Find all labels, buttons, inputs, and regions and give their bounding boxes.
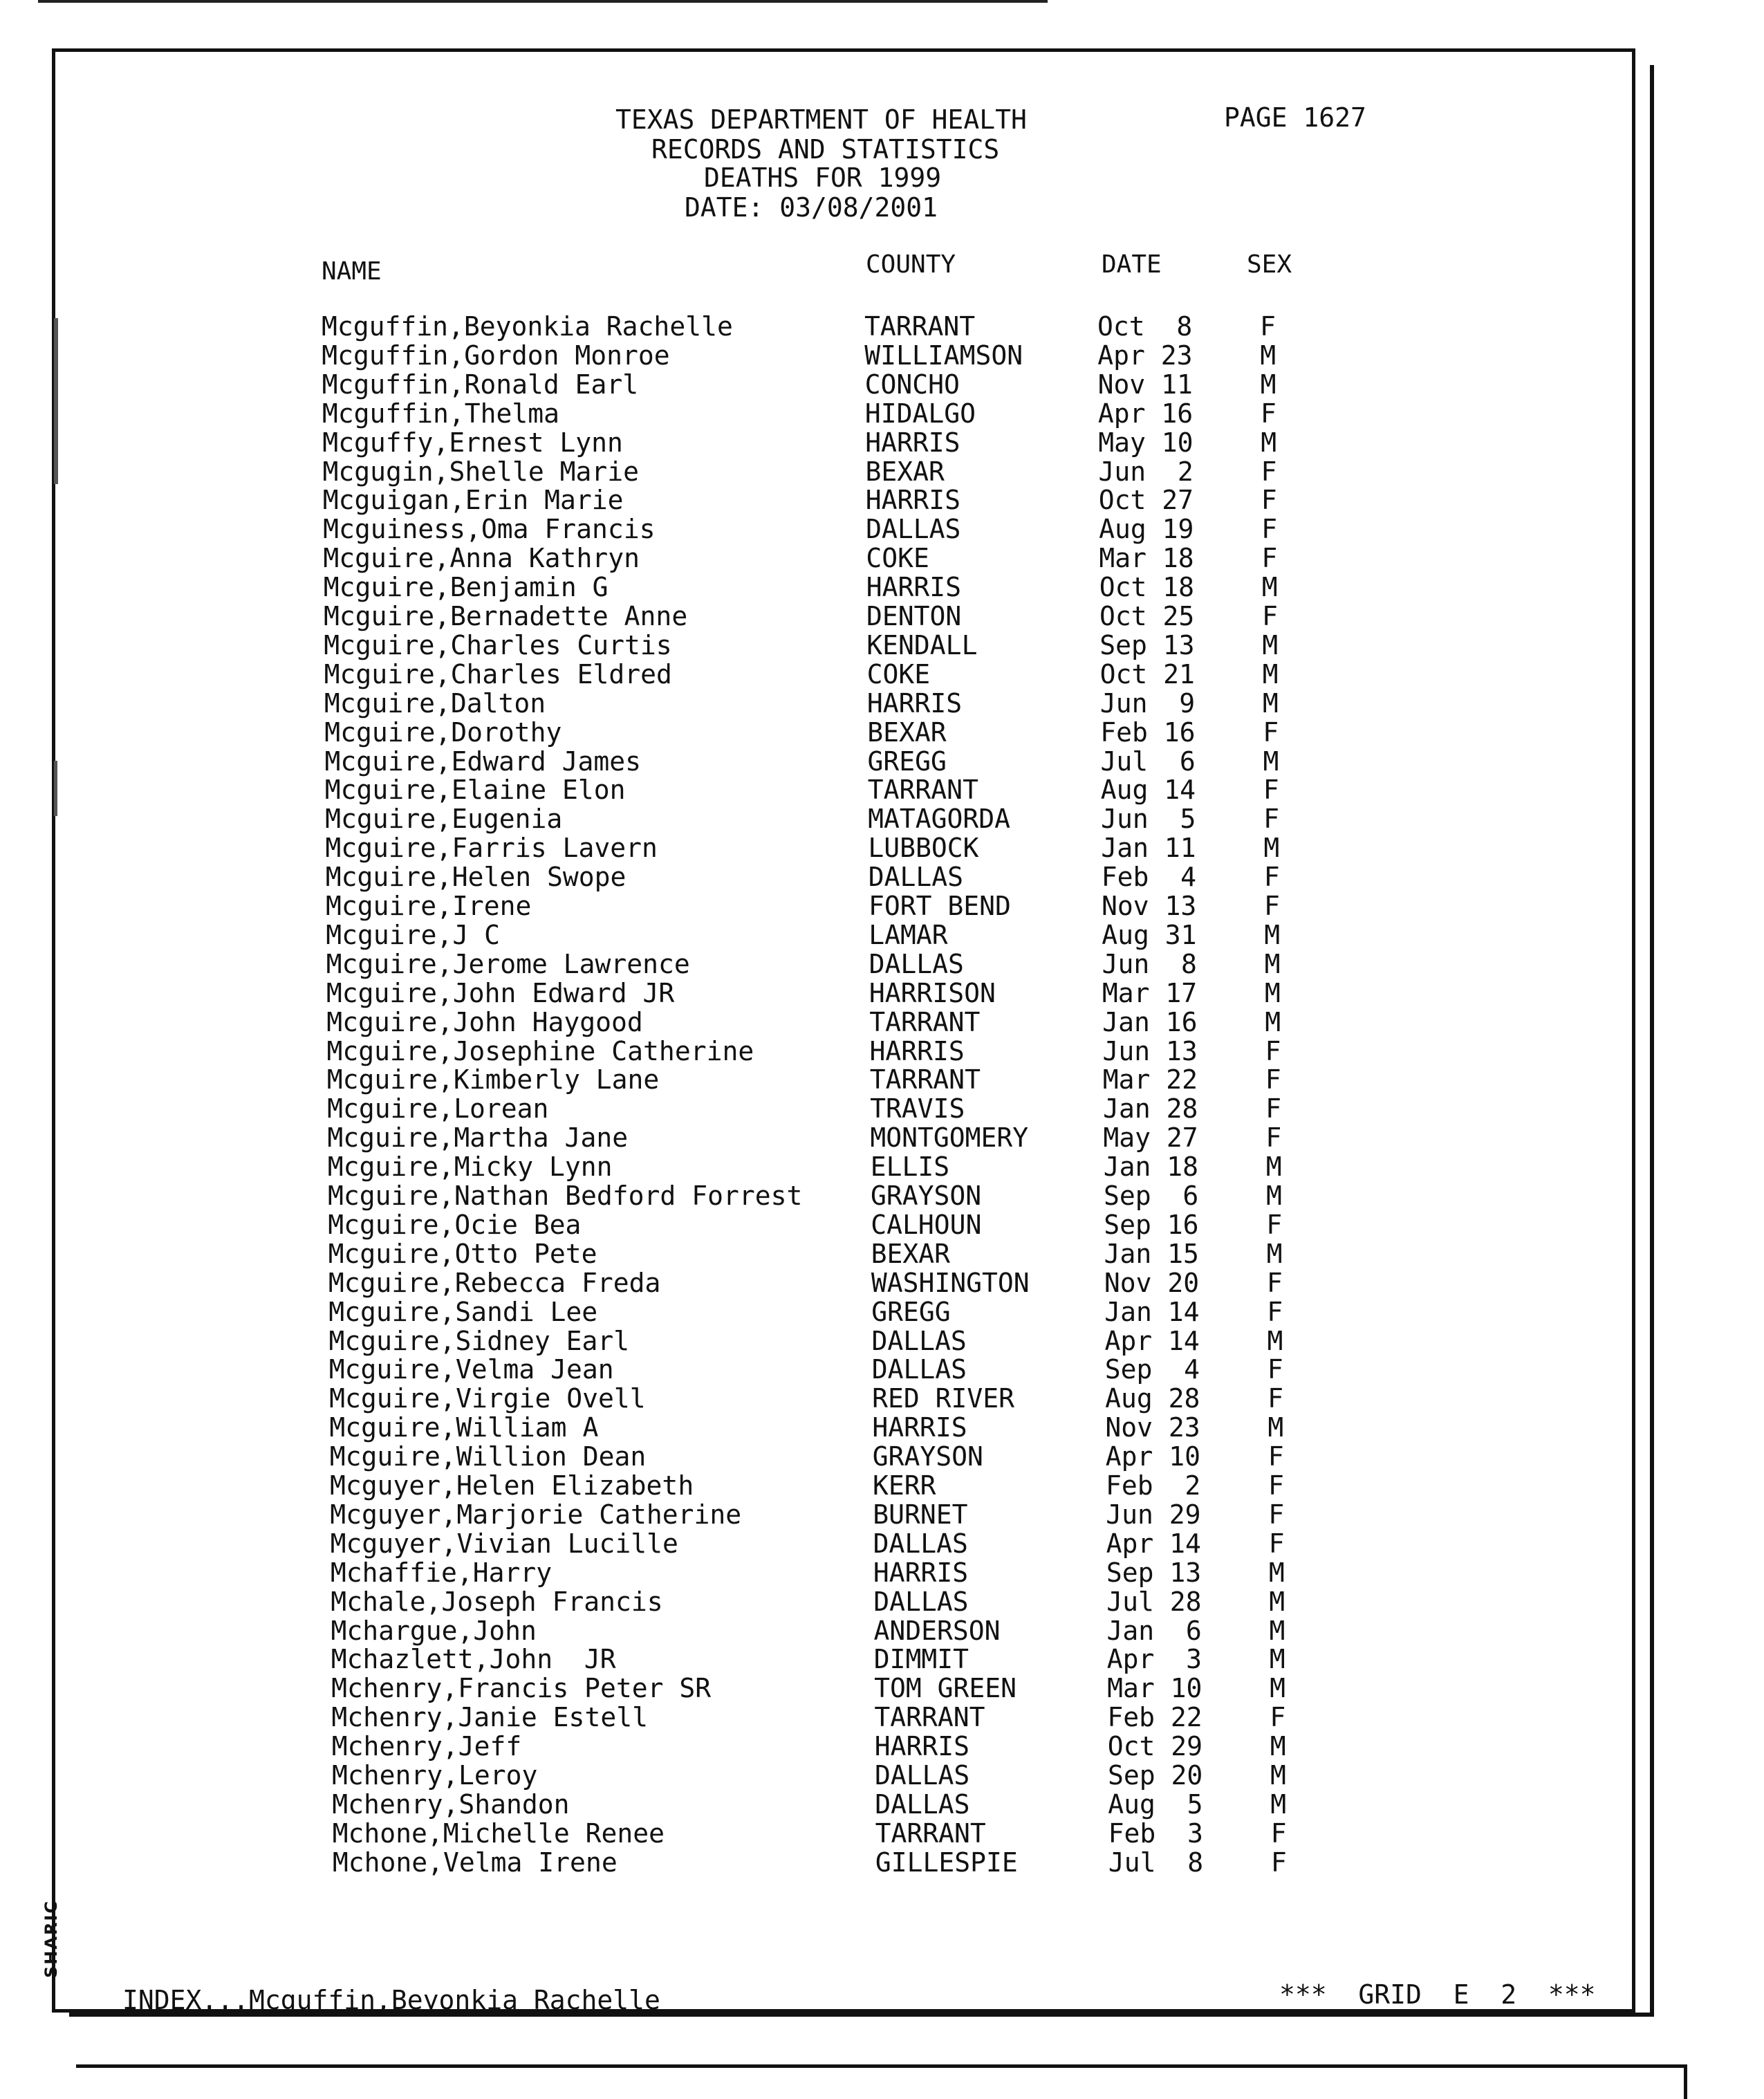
- date-cell: Jan 14: [1104, 1296, 1200, 1327]
- name-cell: Mcguire,Jerome Lawrence: [326, 948, 690, 979]
- sex-cell: M: [1263, 746, 1279, 777]
- date-cell: Feb 2: [1106, 1470, 1201, 1501]
- date-cell: Aug 14: [1100, 775, 1196, 806]
- date-cell: Mar 18: [1099, 543, 1194, 574]
- county-cell: DALLAS: [875, 1760, 970, 1791]
- county-cell: DALLAS: [868, 862, 963, 893]
- date-cell: Oct 25: [1099, 601, 1195, 631]
- name-cell: Mcguire,Anna Kathryn: [323, 543, 640, 574]
- date-cell: Jan 6: [1106, 1615, 1202, 1646]
- sex-cell: F: [1263, 804, 1279, 835]
- name-cell: Mcguigan,Erin Marie: [322, 485, 624, 516]
- name-cell: Mcguire,J C: [326, 919, 500, 950]
- sex-cell: M: [1270, 1760, 1286, 1791]
- date-cell: Jul 6: [1100, 746, 1196, 777]
- name-cell: Mchenry,Leroy: [332, 1760, 538, 1791]
- sex-cell: M: [1269, 1644, 1285, 1675]
- name-cell: Mcguire,Otto Pete: [328, 1238, 597, 1269]
- margin-mark: [54, 318, 58, 484]
- sex-cell: M: [1264, 919, 1281, 950]
- column-header-date: DATE: [1102, 250, 1162, 279]
- sex-cell: F: [1263, 775, 1279, 806]
- name-cell: Mcguffin,Gordon Monroe: [322, 340, 670, 371]
- county-cell: HARRIS: [873, 1557, 969, 1588]
- name-cell: Mcguyer,Marjorie Catherine: [330, 1499, 742, 1530]
- sex-cell: M: [1265, 1152, 1282, 1183]
- sex-cell: F: [1270, 1847, 1287, 1878]
- date-cell: Jan 11: [1101, 833, 1196, 864]
- name-cell: Mcgugin,Shelle Marie: [322, 456, 640, 487]
- bottom-rule: [76, 2064, 1687, 2068]
- name-cell: Mcguire,Dalton: [324, 687, 546, 719]
- date-cell: Jun 2: [1098, 456, 1194, 487]
- county-cell: DALLAS: [869, 948, 964, 979]
- county-cell: TOM GREEN: [874, 1673, 1016, 1704]
- name-cell: Mcguire,Irene: [326, 891, 532, 921]
- header-year: DEATHS FOR 1999: [704, 163, 942, 193]
- bottom-rule-corner: [1684, 2064, 1687, 2099]
- county-cell: TARRANT: [869, 1006, 981, 1037]
- name-cell: Mcguire,Nathan Bedford Forrest: [328, 1181, 803, 1211]
- sex-cell: F: [1260, 311, 1276, 342]
- sex-cell: F: [1265, 1122, 1282, 1154]
- name-cell: Mchargue,John: [331, 1615, 537, 1646]
- sex-cell: M: [1262, 687, 1279, 719]
- county-cell: KENDALL: [866, 629, 978, 660]
- county-cell: MONTGOMERY: [870, 1122, 1029, 1154]
- county-cell: COKE: [866, 543, 929, 574]
- sex-cell: F: [1261, 456, 1277, 487]
- county-cell: TARRANT: [869, 1064, 981, 1095]
- county-cell: TRAVIS: [870, 1093, 965, 1125]
- name-cell: Mcguffin,Ronald Earl: [322, 369, 639, 400]
- date-cell: Jun 8: [1102, 948, 1197, 979]
- county-cell: WILLIAMSON: [864, 340, 1023, 371]
- name-cell: Mchaffie,Harry: [330, 1557, 553, 1588]
- date-cell: Jul 28: [1106, 1586, 1202, 1617]
- name-cell: Mcguire,Sidney Earl: [328, 1325, 630, 1356]
- sex-cell: F: [1264, 891, 1280, 921]
- name-cell: Mcguire,Bernadette Anne: [324, 601, 688, 631]
- sex-cell: M: [1270, 1788, 1287, 1820]
- county-cell: GREGG: [867, 746, 947, 777]
- sex-cell: M: [1268, 1557, 1285, 1588]
- name-cell: Mcguire,Ocie Bea: [328, 1209, 582, 1240]
- county-cell: COKE: [866, 658, 931, 690]
- date-cell: Jan 18: [1103, 1152, 1198, 1183]
- date-cell: May 27: [1103, 1122, 1198, 1154]
- name-cell: Mcguffy,Ernest Lynn: [322, 427, 623, 458]
- sex-cell: F: [1265, 1035, 1281, 1066]
- sex-cell: F: [1270, 1818, 1287, 1849]
- county-cell: BEXAR: [871, 1238, 950, 1269]
- name-cell: Mcguire,Willion Dean: [329, 1441, 647, 1472]
- name-cell: Mcguire,Velma Jean: [328, 1354, 614, 1385]
- name-cell: Mchenry,Jeff: [331, 1731, 522, 1762]
- county-cell: HARRISON: [869, 977, 996, 1008]
- column-header-county: COUNTY: [866, 250, 956, 279]
- name-cell: Mcguire,Charles Curtis: [324, 629, 672, 660]
- date-cell: Jun 9: [1099, 687, 1196, 719]
- sex-cell: M: [1261, 427, 1277, 458]
- name-cell: Mchenry,Shandon: [332, 1788, 570, 1820]
- county-cell: GRAYSON: [872, 1441, 983, 1472]
- sex-cell: M: [1261, 572, 1278, 603]
- sex-cell: F: [1266, 1209, 1283, 1240]
- date-cell: Aug 19: [1099, 514, 1194, 545]
- date-cell: May 10: [1098, 427, 1194, 458]
- name-cell: Mcguire,Dorothy: [324, 716, 562, 748]
- sex-cell: M: [1269, 1615, 1285, 1646]
- sex-cell: M: [1267, 1325, 1283, 1356]
- date-cell: Jan 15: [1104, 1238, 1199, 1269]
- sex-cell: F: [1261, 485, 1277, 516]
- date-cell: Apr 14: [1106, 1528, 1201, 1559]
- name-cell: Mcguffin,Beyonkia Rachelle: [322, 311, 733, 342]
- date-cell: Jun 5: [1101, 804, 1196, 835]
- sex-cell: F: [1268, 1383, 1283, 1414]
- frame-shadow-right: [1650, 65, 1654, 2017]
- name-cell: Mcguire,Charles Eldred: [324, 658, 672, 690]
- sex-cell: M: [1260, 369, 1276, 400]
- side-label: SHARIC: [41, 1900, 61, 1978]
- page-number: PAGE 1627: [1224, 102, 1366, 133]
- date-cell: Apr 10: [1105, 1441, 1200, 1472]
- date-cell: Sep 13: [1106, 1557, 1202, 1588]
- county-cell: DENTON: [866, 601, 962, 631]
- date-cell: Mar 17: [1102, 977, 1198, 1008]
- footer-index: INDEX...Mcguffin,Beyonkia Rachelle: [122, 1985, 660, 2015]
- county-cell: BURNET: [873, 1499, 968, 1530]
- footer-grid: *** GRID E 2 ***: [1279, 1979, 1596, 2010]
- date-cell: Sep 16: [1104, 1209, 1199, 1240]
- sex-cell: F: [1267, 1296, 1283, 1327]
- date-cell: Oct 29: [1107, 1731, 1203, 1762]
- sex-cell: M: [1263, 833, 1280, 864]
- county-cell: DALLAS: [875, 1788, 970, 1820]
- name-cell: Mcguire,John Haygood: [326, 1006, 643, 1037]
- county-cell: ANDERSON: [873, 1615, 1001, 1646]
- name-cell: Mchazlett,John JR: [331, 1644, 616, 1675]
- date-cell: Apr 23: [1097, 340, 1193, 371]
- name-cell: Mchenry,Francis Peter SR: [331, 1673, 712, 1704]
- county-cell: RED RIVER: [872, 1383, 1014, 1414]
- sex-cell: M: [1262, 629, 1279, 660]
- county-cell: MATAGORDA: [868, 804, 1010, 835]
- county-cell: DALLAS: [866, 514, 961, 545]
- date-cell: Apr 16: [1097, 398, 1194, 429]
- name-cell: Mcguire,Micky Lynn: [327, 1152, 613, 1183]
- sex-cell: F: [1265, 1064, 1281, 1095]
- sex-cell: M: [1265, 1006, 1281, 1037]
- date-cell: Jan 28: [1103, 1093, 1198, 1125]
- sex-cell: M: [1264, 948, 1281, 979]
- date-cell: Mar 22: [1102, 1064, 1198, 1095]
- name-cell: Mcguire,Josephine Catherine: [326, 1035, 754, 1066]
- name-cell: Mcguire,Rebecca Freda: [328, 1267, 661, 1298]
- sex-cell: M: [1270, 1673, 1285, 1704]
- date-cell: Jan 16: [1102, 1006, 1198, 1037]
- name-cell: Mcguiness,Oma Francis: [323, 514, 656, 545]
- column-header-name: NAME: [322, 257, 382, 286]
- date-cell: Oct 21: [1099, 658, 1195, 690]
- header-date: DATE: 03/08/2001: [685, 192, 938, 223]
- sex-cell: M: [1266, 1238, 1283, 1269]
- sex-cell: F: [1263, 716, 1279, 748]
- county-cell: FORT BEND: [869, 891, 1011, 921]
- sex-cell: F: [1265, 1093, 1281, 1125]
- sex-cell: F: [1270, 1702, 1286, 1733]
- name-cell: Mcguire,Sandi Lee: [328, 1296, 598, 1327]
- date-cell: Nov 20: [1104, 1267, 1200, 1298]
- sex-cell: M: [1260, 340, 1276, 371]
- county-cell: HARRIS: [874, 1731, 969, 1762]
- sex-cell: M: [1266, 1181, 1282, 1211]
- column-header-sex: SEX: [1247, 250, 1292, 279]
- date-cell: Nov 11: [1097, 369, 1193, 400]
- sex-cell: F: [1260, 398, 1276, 429]
- sex-cell: F: [1268, 1528, 1285, 1559]
- date-cell: Oct 18: [1099, 572, 1194, 603]
- date-cell: Apr 3: [1106, 1644, 1203, 1675]
- county-cell: DALLAS: [871, 1325, 967, 1356]
- margin-mark: [54, 761, 57, 816]
- name-cell: Mcguire,Helen Swope: [325, 862, 626, 893]
- county-cell: BEXAR: [867, 716, 947, 748]
- name-cell: Mcguire,Martha Jane: [327, 1122, 629, 1154]
- county-cell: GREGG: [871, 1296, 951, 1327]
- date-cell: Feb 4: [1101, 862, 1196, 893]
- county-cell: BEXAR: [865, 456, 945, 487]
- county-cell: HARRIS: [869, 1035, 965, 1066]
- sex-cell: F: [1267, 1354, 1283, 1385]
- county-cell: GILLESPIE: [875, 1847, 1018, 1878]
- name-cell: Mchone,Velma Irene: [332, 1847, 618, 1878]
- county-cell: TARRANT: [874, 1702, 985, 1733]
- name-cell: Mchone,Michelle Renee: [332, 1818, 665, 1849]
- county-cell: HARRIS: [872, 1412, 967, 1443]
- sex-cell: M: [1264, 977, 1281, 1008]
- name-cell: Mcguire,John Edward JR: [326, 977, 675, 1008]
- county-cell: LAMAR: [869, 919, 948, 950]
- date-cell: Mar 10: [1107, 1673, 1203, 1704]
- top-rule: [38, 0, 1048, 3]
- name-cell: Mcguire,Elaine Elon: [324, 775, 626, 806]
- date-cell: Sep 6: [1104, 1181, 1199, 1211]
- date-cell: Feb 3: [1108, 1818, 1203, 1849]
- date-cell: Jun 13: [1102, 1035, 1198, 1066]
- page-frame: [52, 48, 1635, 2013]
- county-cell: TARRANT: [867, 775, 978, 806]
- county-cell: HARRIS: [866, 687, 963, 719]
- county-cell: TARRANT: [875, 1818, 986, 1849]
- county-cell: WASHINGTON: [871, 1267, 1030, 1298]
- name-cell: Mchale,Joseph Francis: [331, 1586, 663, 1617]
- name-cell: Mcguire,William A: [329, 1412, 599, 1443]
- date-cell: Nov 13: [1102, 891, 1197, 921]
- sex-cell: M: [1269, 1586, 1285, 1617]
- county-cell: HARRIS: [865, 427, 960, 458]
- date-cell: Feb 16: [1100, 716, 1196, 748]
- name-cell: Mcguyer,Helen Elizabeth: [330, 1470, 694, 1501]
- date-cell: Jul 8: [1108, 1847, 1204, 1878]
- sex-cell: F: [1261, 514, 1277, 545]
- county-cell: HARRIS: [865, 485, 961, 516]
- header-subtitle: RECORDS AND STATISTICS: [651, 134, 1000, 165]
- county-cell: HARRIS: [866, 572, 961, 603]
- name-cell: Mcguire,Virgie Ovell: [329, 1383, 646, 1414]
- sex-cell: F: [1268, 1470, 1284, 1501]
- county-cell: GRAYSON: [871, 1181, 982, 1211]
- date-cell: Jun 29: [1106, 1499, 1201, 1530]
- date-cell: Oct 8: [1097, 311, 1193, 342]
- sex-cell: M: [1268, 1412, 1284, 1443]
- county-cell: DALLAS: [873, 1528, 968, 1559]
- county-cell: CONCHO: [864, 369, 960, 400]
- county-cell: KERR: [873, 1470, 936, 1501]
- name-cell: Mcguyer,Vivian Lucille: [330, 1528, 678, 1559]
- county-cell: CALHOUN: [871, 1209, 982, 1240]
- date-cell: Oct 27: [1098, 485, 1194, 516]
- sex-cell: F: [1268, 1499, 1285, 1530]
- name-cell: Mcguire,Farris Lavern: [325, 833, 658, 864]
- sex-cell: F: [1263, 862, 1280, 893]
- date-cell: Sep 20: [1108, 1760, 1203, 1791]
- date-cell: Sep 4: [1104, 1354, 1200, 1385]
- date-cell: Aug 5: [1108, 1788, 1203, 1820]
- name-cell: Mcguire,Benjamin G: [323, 572, 609, 603]
- name-cell: Mcguffin,Thelma: [322, 398, 560, 429]
- date-cell: Feb 22: [1107, 1702, 1203, 1733]
- county-cell: TARRANT: [864, 311, 976, 342]
- sex-cell: F: [1262, 601, 1278, 631]
- name-cell: Mcguire,Edward James: [324, 746, 642, 777]
- date-cell: Nov 23: [1105, 1412, 1200, 1443]
- county-cell: DIMMIT: [873, 1644, 969, 1675]
- name-cell: Mcguire,Kimberly Lane: [326, 1064, 660, 1095]
- sex-cell: F: [1268, 1441, 1284, 1472]
- header-title: TEXAS DEPARTMENT OF HEALTH: [615, 104, 1027, 135]
- date-cell: Aug 31: [1102, 919, 1197, 950]
- county-cell: HIDALGO: [864, 398, 976, 429]
- county-cell: DALLAS: [871, 1354, 967, 1385]
- county-cell: DALLAS: [873, 1586, 969, 1617]
- county-cell: ELLIS: [870, 1152, 950, 1183]
- date-cell: Aug 28: [1105, 1383, 1200, 1414]
- county-cell: LUBBOCK: [868, 833, 979, 864]
- name-cell: Mcguire,Lorean: [327, 1093, 549, 1125]
- date-cell: Sep 13: [1099, 629, 1195, 660]
- sex-cell: F: [1266, 1267, 1283, 1298]
- sex-cell: F: [1261, 543, 1278, 574]
- name-cell: Mcguire,Eugenia: [325, 804, 563, 835]
- sex-cell: M: [1270, 1731, 1286, 1762]
- sex-cell: M: [1262, 658, 1279, 690]
- name-cell: Mchenry,Janie Estell: [331, 1702, 648, 1733]
- date-cell: Apr 14: [1104, 1325, 1200, 1356]
